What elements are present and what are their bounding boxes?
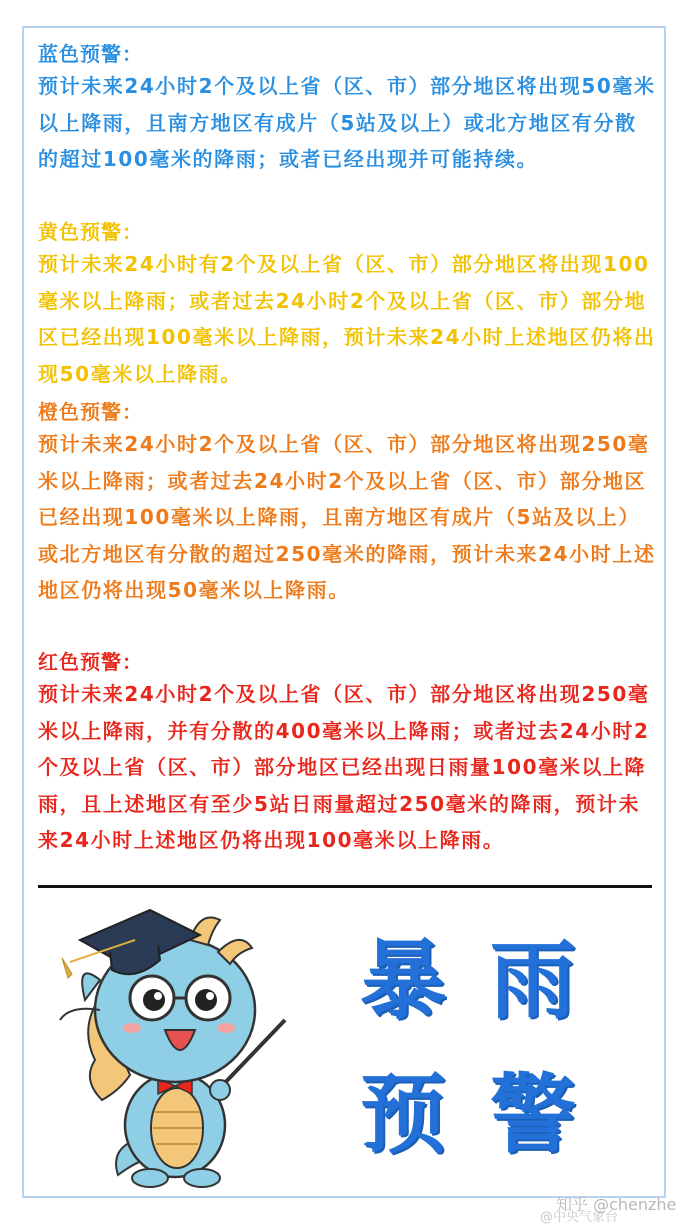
orange-warning-section	[38, 398, 658, 609]
blue-warning-title: 蓝色预警：	[38, 42, 143, 66]
watermark-sub: @中央气象台	[540, 1210, 619, 1225]
banner-char-1: 暴	[360, 931, 446, 1031]
red-warning-title: 红色预警：	[38, 650, 143, 674]
banner-char-2: 雨	[490, 931, 576, 1031]
blue-warning-section	[38, 40, 658, 178]
dragon-mascot-icon	[40, 900, 300, 1190]
watermark-main: 知乎 @chenzhe	[556, 1195, 677, 1214]
orange-warning-title: 橙色预警：	[38, 400, 143, 424]
yellow-warning-text: 预计未来24小时有2个及以上省（区、市）部分地区将出现100毫米以上降雨；或者过去24小时2个及以上省（区、市）部分地区已经出现100毫米以上降雨，预计未来24小时上述地区仍将出现50毫米以上降雨。	[38, 252, 656, 386]
banner-char-3: 预	[360, 1065, 446, 1165]
red-warning-section	[38, 648, 658, 859]
yellow-warning-section	[38, 218, 658, 392]
red-warning-text: 预计未来24小时2个及以上省（区、市）部分地区将出现250毫米以上降雨，并有分散的400毫米以上降雨；或者过去24小时2个及以上省（区、市）部分地区已经出现日雨量100毫米以上降雨，且上述地区有至少5站日雨量超过250毫米的降雨，预计未来24小时上述地区仍将出现100毫米以上降雨。	[38, 682, 650, 852]
yellow-warning-title: 黄色预警：	[38, 220, 143, 244]
section-divider	[38, 885, 652, 888]
blue-warning-text: 预计未来24小时2个及以上省（区、市）部分地区将出现50毫米以上降雨，且南方地区有成片（5站及以上）或北方地区有分散的超过100毫米的降雨；或者已经出现并可能持续。	[38, 74, 656, 171]
banner-char-4: 警	[490, 1065, 576, 1165]
orange-warning-text: 预计未来24小时2个及以上省（区、市）部分地区将出现250毫米以上降雨；或者过去24小时2个及以上省（区、市）部分地区已经出现100毫米以上降雨，且南方地区有成片（5站及以上）或北方地区有分散的超过250毫米的降雨，预计未来24小时上述地区仍将出现50毫米以上降雨。	[38, 432, 656, 602]
